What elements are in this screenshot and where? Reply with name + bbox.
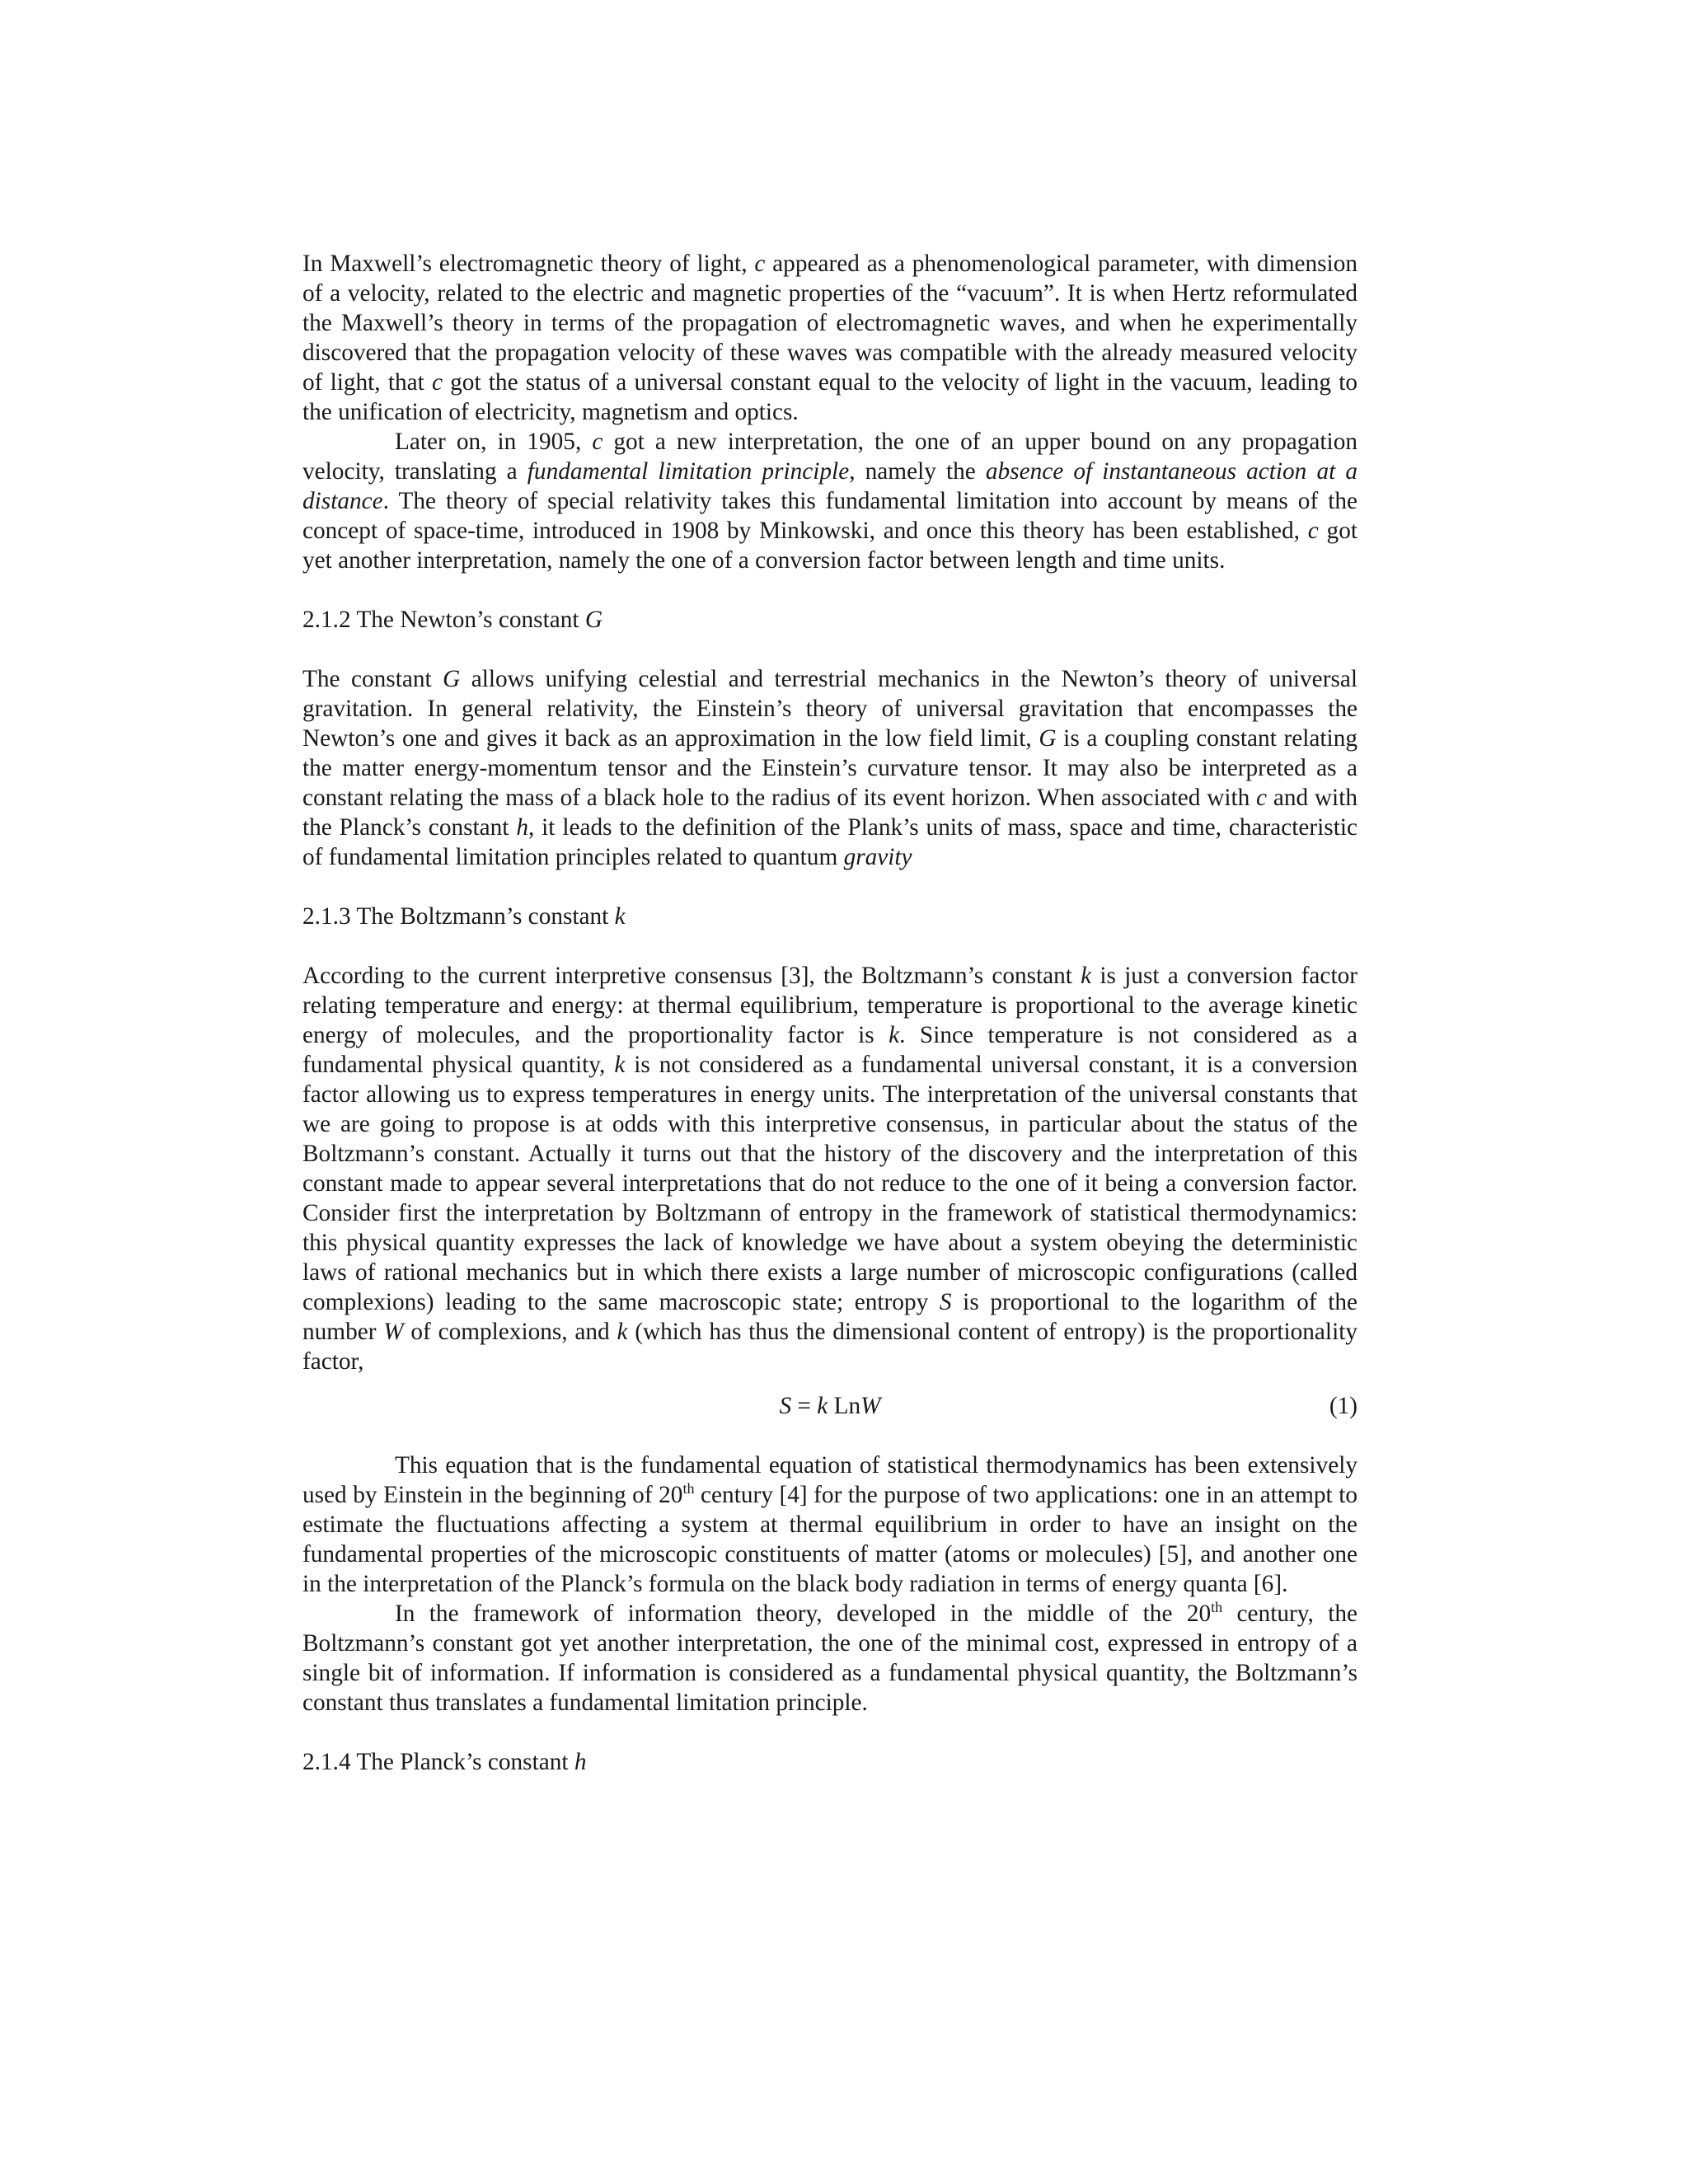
text-run: According to the current interpretive consensus [3], the Boltzmann’s constant <box>302 963 1081 989</box>
text-run: appeared as a phenomenological parameter, with dimension of a velocity, related to the electric and magnetic properties of the “vacuum”. It is when Hertz reformulated the Maxwell’s theory in terms of the propagation of electromagnetic waves, and when he experimentally discovered that the propagation velocity of these waves was compatible with the already measured velocity of light, that <box>302 251 1357 396</box>
symbol-c: c <box>1307 518 1319 544</box>
text-run: (which has thus the dimensional content of entropy) is the proportionality factor, <box>302 1319 1357 1375</box>
text-run: and with the Planck’s constant <box>302 785 1357 841</box>
heading-text: 2.1.4 The Planck’s constant <box>302 1749 574 1775</box>
superscript: th <box>682 1480 695 1497</box>
text-run: In Maxwell’s electromagnetic theory of light, <box>302 251 755 277</box>
symbol-w: W <box>383 1319 404 1345</box>
paragraph-special-relativity <box>302 427 1357 575</box>
symbol-g: G <box>1039 725 1057 752</box>
symbol-w: W <box>860 1393 881 1419</box>
superscript: th <box>1211 1599 1223 1615</box>
text-run: Later on, in 1905, <box>395 429 593 455</box>
equation-1 <box>302 1391 1357 1421</box>
text-run: is not considered as a fundamental universal constant, it is a conversion factor allowing us to express temperatures in energy units. The interpretation of the universal constants that we are going to propose is at odds with this interpretive consensus, in particular about the status of the Boltzmann’s constant. Actually it turns out that the history of the discovery and the interpretation of this constant made to appear several interpretations that do not reduce to the one of it being a conversion factor. Consider first the interpretation by Boltzmann of entropy in the framework of statistical thermodynamics: this physical quantity expresses the lack of knowledge we have about a system obeying the deterministic laws of rational mechanics but in which there exists a large number of microscopic configurations (called complexions) leading to the same macroscopic state; entropy <box>302 1052 1357 1315</box>
symbol-g: G <box>443 666 461 692</box>
symbol-g: G <box>584 607 603 633</box>
symbol-c: c <box>754 251 766 277</box>
symbol-c: c <box>431 369 443 396</box>
emphasis: gravity <box>843 844 912 870</box>
heading-text: 2.1.3 The Boltzmann’s constant <box>302 903 615 930</box>
symbol-k: k <box>614 1052 626 1078</box>
symbol-k: k <box>817 1393 828 1419</box>
symbol-c: c <box>592 429 603 455</box>
symbol-h: h <box>574 1749 587 1775</box>
text-run: is proportional to the logarithm of the number <box>302 1289 1358 1345</box>
spacer <box>302 872 1357 902</box>
paragraph-newton-constant <box>302 664 1357 872</box>
text-run: of complexions, and <box>403 1319 617 1345</box>
symbol-k: k <box>614 903 626 930</box>
text-run: is just a conversion factor relating temperature and energy: at thermal equilibrium, temperature is proportional to the average kinetic energy of molecules, and the proportionality factor is <box>302 963 1357 1048</box>
text-run: got a new interpretation, the one of an upper bound on any propagation velocity, translating a <box>302 429 1357 485</box>
symbol-k: k <box>617 1319 628 1345</box>
section-heading-2-1-4 <box>302 1747 1357 1777</box>
text-run: , namely the <box>849 458 986 485</box>
text-run: allows unifying celestial and terrestrial mechanics in the Newton’s theory of universal gravitation. In general relativity, the Einstein’s theory of universal gravitation that encompasses the Newton’s one and gives it back as an approximation in the low field limit, <box>302 666 1357 752</box>
equals-sign: = <box>791 1393 818 1419</box>
emphasis: absence of instantaneous action at a distance <box>302 458 1357 514</box>
text-run: got yet another interpretation, namely the one of a conversion factor between length and time units. <box>302 518 1357 574</box>
text-run: is a coupling constant relating the matter energy-momentum tensor and the Einstein’s curvature tensor. It may also be interpreted as a constant relating the mass of a black hole to the radius of its event horizon. When associated with <box>302 725 1357 811</box>
symbol-s: S <box>939 1289 952 1315</box>
spacer <box>302 635 1357 664</box>
page-body <box>302 249 1357 1777</box>
text-run: . The theory of special relativity takes this fundamental limitation into account by means of the concept of space-time, introduced in 1908 by Minkowski, and once this theory has been established, <box>302 488 1357 544</box>
symbol-h: h <box>516 814 528 841</box>
text-run: . Since temperature is not considered as a fundamental physical quantity, <box>302 1022 1358 1078</box>
text-run: , it leads to the definition of the Plank’s units of mass, space and time, characteristic of fundamental limitation principles related to quantum <box>302 814 1357 870</box>
equation-body <box>302 1391 1357 1421</box>
text-run: century, the Boltzmann’s constant got yet another interpretation, the one of the minimal cost, expressed in entropy of a single bit of information. If information is considered as a fundamental physical quantity, the Boltzmann’s constant thus translates a fundamental limitation principle. <box>302 1601 1357 1716</box>
text-run: In the framework of information theory, developed in the middle of the 20 <box>395 1601 1212 1627</box>
paragraph-boltzmann-constant <box>302 961 1357 1376</box>
symbol-c: c <box>1256 785 1268 811</box>
spacer <box>302 1718 1357 1747</box>
symbol-k: k <box>1081 963 1092 989</box>
paragraph-einstein-applications <box>302 1451 1357 1599</box>
equation-lhs: S <box>779 1393 792 1419</box>
symbol-k: k <box>889 1022 900 1048</box>
spacer <box>302 575 1357 605</box>
paragraph-information-theory <box>302 1599 1357 1718</box>
section-heading-2-1-2 <box>302 605 1357 635</box>
text-run: got the status of a universal constant equal to the velocity of light in the vacuum, leading to the unification of electricity, magnetism and optics. <box>302 369 1357 425</box>
text-run: The constant <box>302 666 443 692</box>
text-run: This equation that is the fundamental equation of statistical thermodynamics has been extensively used by Einstein in the beginning of 20 <box>302 1452 1357 1508</box>
spacer <box>302 931 1357 961</box>
log-operator: Ln <box>828 1393 861 1419</box>
equation-number: (1) <box>1329 1393 1357 1419</box>
text-run: century [4] for the purpose of two applications: one in an attempt to estimate the fluctuations affecting a system at thermal equilibrium in order to have an insight on the fundamental properties of the microscopic constituents of matter (atoms or molecules) [5], and another one in the interpretation of the Planck’s formula on the black body radiation in terms of energy quanta [6]. <box>302 1482 1358 1597</box>
paragraph-maxwell <box>302 249 1357 427</box>
emphasis: fundamental limitation principle <box>527 458 850 485</box>
section-heading-2-1-3 <box>302 902 1357 931</box>
heading-text: 2.1.2 The Newton’s constant <box>302 607 585 633</box>
